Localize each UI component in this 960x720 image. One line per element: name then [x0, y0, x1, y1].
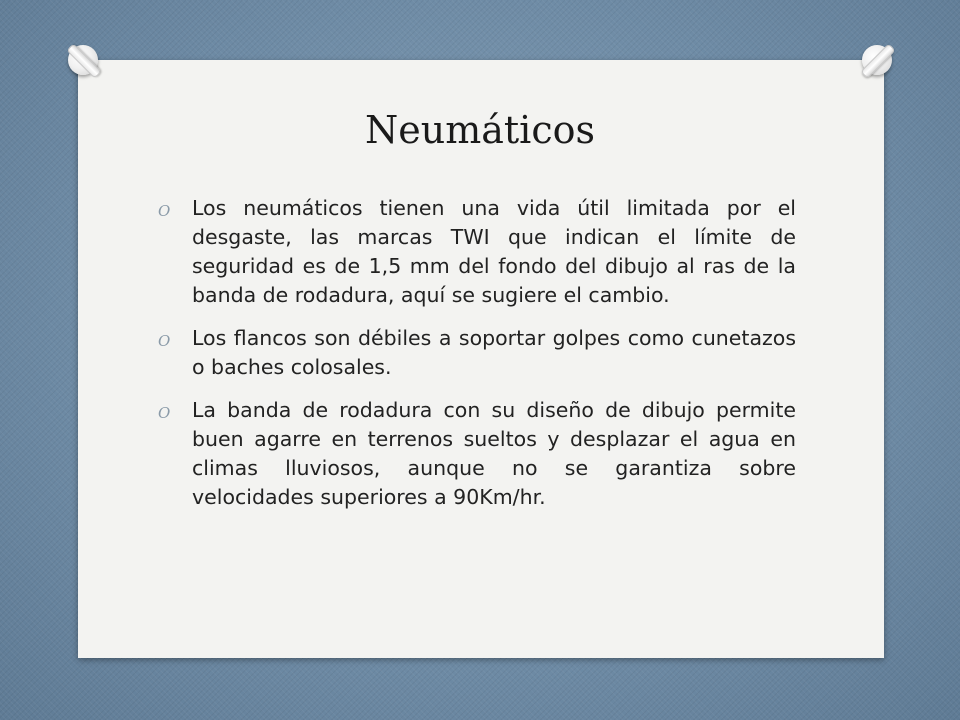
bullet-marker-icon: O: [158, 404, 171, 422]
bullet-text: Los neumáticos tienen una vida útil limitada por el desgaste, las marcas TWI que indican el límite de seguridad es de 1,5 mm del fondo del dibujo al ras de la banda de rodadura, aquí se sugiere el cambio.: [192, 196, 796, 307]
bullet-item-tread-wear: [158, 194, 796, 310]
slide-title: Neumáticos: [365, 108, 595, 152]
bullet-list: [158, 194, 796, 526]
bullet-marker-icon: O: [158, 202, 171, 220]
bullet-text: Los flancos son débiles a soportar golpes como cunetazos o baches colosales.: [192, 326, 796, 379]
pushpin-icon: [68, 45, 98, 75]
bullet-item-sidewalls: [158, 324, 796, 382]
bullet-item-tread-design: [158, 396, 796, 512]
bullet-marker-icon: O: [158, 332, 171, 350]
pushpin-icon: [862, 45, 892, 75]
bullet-text: La banda de rodadura con su diseño de dibujo permite buen agarre en terrenos sueltos y desplazar el agua en climas lluviosos, aunque no se garantiza sobre velocidades superiores a 90Km/hr.: [192, 398, 796, 509]
